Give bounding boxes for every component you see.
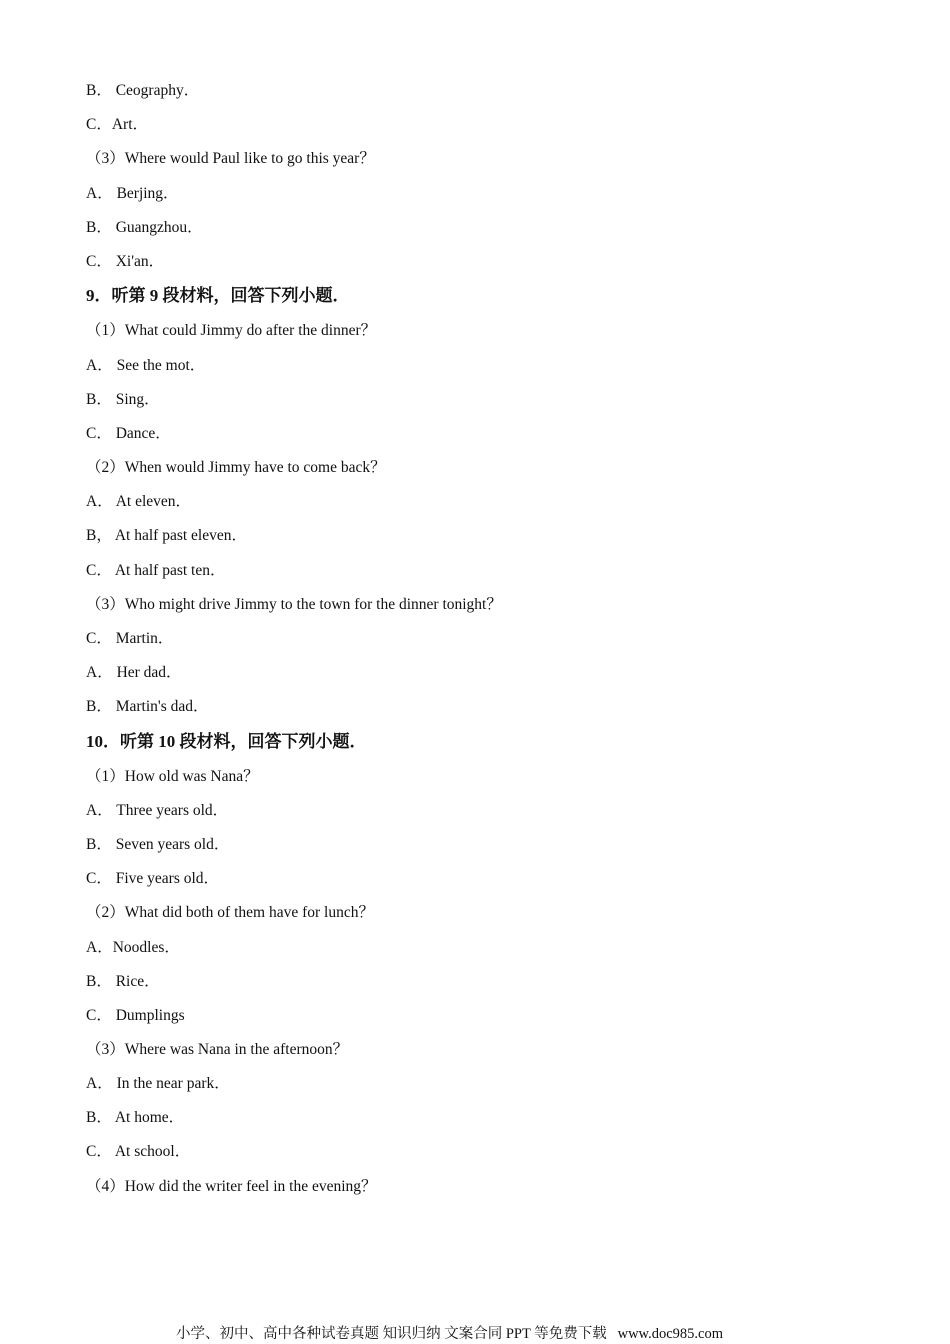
question-line: （4）How did the writer feel in the evening？ xyxy=(86,1178,377,1195)
option-line: A． Berjing． xyxy=(86,185,179,202)
option-line: C． Dumplings xyxy=(86,1007,185,1024)
question-line: （3）Where would Paul like to go this year？ xyxy=(86,150,375,167)
option-line: C． Five years old． xyxy=(86,870,220,887)
question-line: （1）What could Jimmy do after the dinner？ xyxy=(86,322,377,339)
option-line: C． Dance． xyxy=(86,425,171,442)
option-line: B． At home． xyxy=(86,1109,185,1126)
option-line: B． Sing． xyxy=(86,391,160,408)
option-line: A． Three years old． xyxy=(86,802,229,819)
option-line: B． Guangzhou． xyxy=(86,219,203,236)
option-line: B． Rice． xyxy=(86,973,160,990)
option-line: A． In the near park． xyxy=(86,1075,230,1092)
question-line: （2）What did both of them have for lunch？ xyxy=(86,904,374,921)
option-line: B． Martin's dad． xyxy=(86,698,209,715)
question-line: （3）Who might drive Jimmy to the town for the dinner tonight？ xyxy=(86,596,502,613)
option-line: A． See the mot． xyxy=(86,357,206,374)
option-line: B． Ceography． xyxy=(86,82,200,99)
section-heading: 10．听第 10 段材料，回答下列小题． xyxy=(86,732,367,751)
section-heading: 9．听第 9 段材料，回答下列小题． xyxy=(86,286,350,305)
question-line: （3）Where was Nana in the afternoon？ xyxy=(86,1041,349,1058)
question-line: （2）When would Jimmy have to come back？ xyxy=(86,459,386,476)
option-line: B． Seven years old． xyxy=(86,836,230,853)
option-line: C．Art． xyxy=(86,116,149,133)
option-line: A． Her dad． xyxy=(86,664,182,681)
option-line: C． Martin． xyxy=(86,630,174,647)
option-line: A．Noodles． xyxy=(86,939,180,956)
option-line: A． At eleven． xyxy=(86,493,192,510)
question-line: （1）How old was Nana？ xyxy=(86,768,259,785)
option-line: C． At school． xyxy=(86,1143,191,1160)
option-line: C． At half past ten． xyxy=(86,562,226,579)
option-line: C． Xi'an． xyxy=(86,253,165,270)
option-line: B， At half past eleven． xyxy=(86,527,247,544)
page-footer: 小学、初中、高中各种试卷真题 知识归纳 文案合同 PPT 等免费下载 www.doc985.com xyxy=(176,1326,723,1342)
